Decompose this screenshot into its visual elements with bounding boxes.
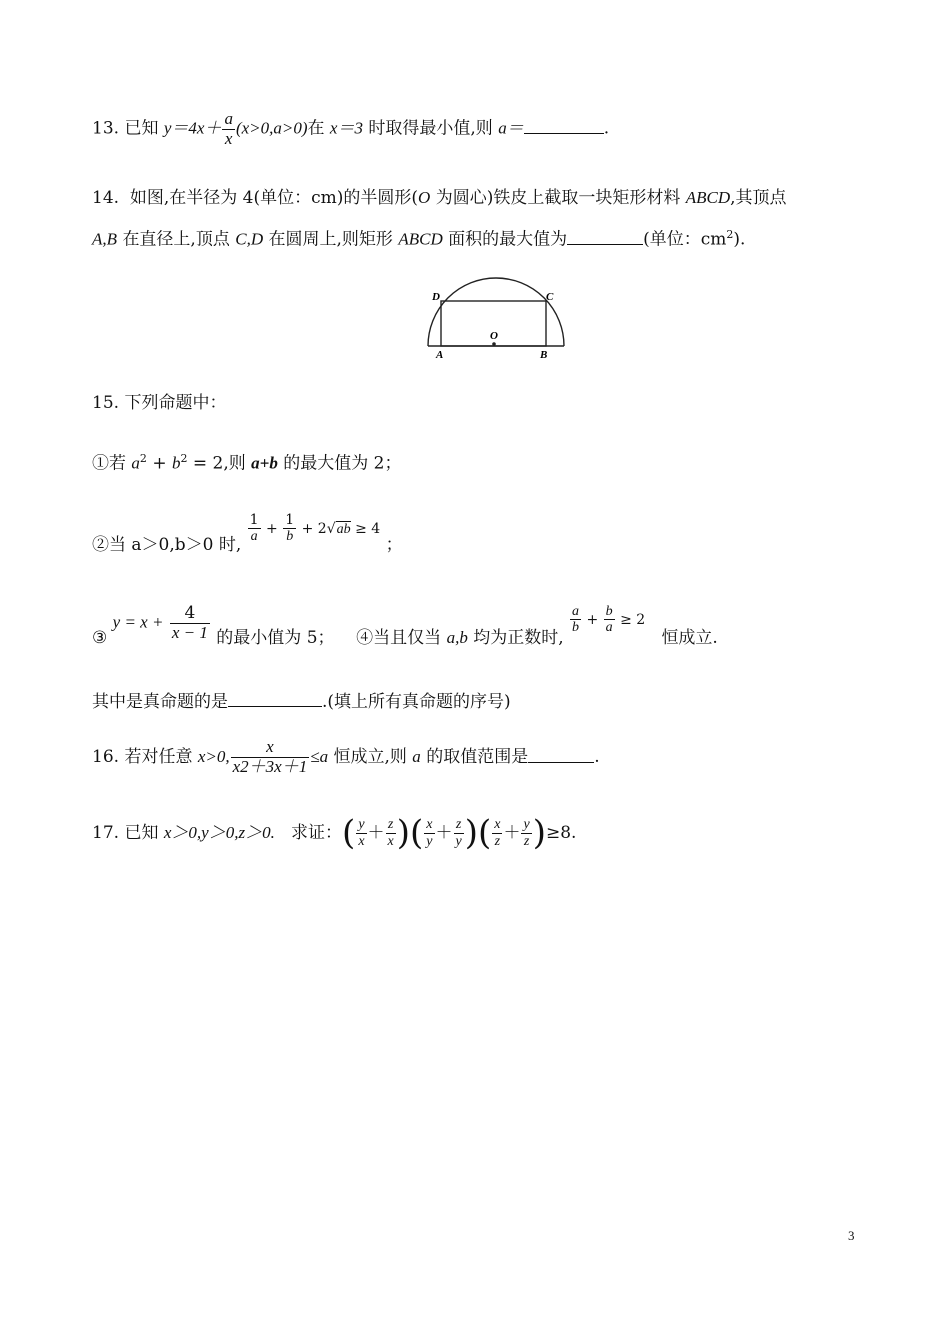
q15-proposition-3-4 [92,604,718,648]
label-B: B [540,349,548,361]
q15-summary-text: 其中是真命题的是 [92,692,228,712]
q14-text-a: 如图,在半径为 4(单位：cm)的半圆形( [129,188,419,208]
q17-paren-open-3: ( [477,813,492,853]
p4-frac-2 [604,604,615,636]
q17-f1-den: x [358,833,365,849]
q17-f2-num: z [386,817,396,833]
p1-bold-b: b [269,453,278,473]
p2-f1-den: a [250,529,258,545]
question-15-intro [92,393,226,413]
q17-text2: 求证： [291,822,343,843]
p2-f2-den: b [286,529,294,545]
q17-plus-2: ＋ [435,822,453,843]
p1-bold-plus: + [259,453,270,473]
q17-paren-close-1: ) [396,813,411,853]
question-13 [92,110,609,148]
label-C: C [546,291,554,303]
p1-mark: ①若 [92,453,126,474]
q17-frac-4 [454,817,464,849]
q17-frac-6 [521,817,531,849]
q17-paren-open-2: ( [410,813,424,853]
q14-answer-blank[interactable] [567,243,643,245]
q16-answer-blank[interactable] [528,761,594,763]
q13-a: a＝ [498,118,524,138]
q17-f5-num: x [494,817,501,833]
q17-text1: 已知 [124,822,159,843]
q16-end: . [594,746,600,767]
p1-eq: = 2 [192,453,224,474]
p2-plus: + [266,520,278,537]
p2-f1-num: 1 [249,512,259,528]
label-O: O [490,330,498,342]
p4-ge: ≥ 2 [620,611,646,628]
q13-text3: 时取得最小值,则 [368,118,493,139]
q17-f3-num: x [426,817,433,833]
p3-y: y = x + [112,612,164,632]
q17-frac-2 [386,817,396,849]
p2-sqrt: ab [336,521,351,537]
q15-summary-end: .(填上所有真命题的序号) [322,692,511,712]
p1-end: 的最大值为 2； [283,453,402,474]
p4-frac-1 [570,604,581,636]
p4-plus: + [586,611,599,628]
p1-plus: + [152,453,167,474]
q15-intro: 下列命题中： [124,393,227,413]
q15-summary [92,692,511,712]
q14-ABCD-2: ABCD [398,229,443,249]
p4-f2-num: b [605,604,613,619]
p4-expression [569,604,645,636]
p2-rest: + 2 [301,520,327,537]
q14-text-b: 为圆心)铁皮上截取一块矩形材料 [435,188,681,208]
p1-then: ,则 [223,453,246,474]
q17-frac-3 [424,817,434,849]
q17-plus-3: ＋ [503,822,521,843]
q15-number: 15. [92,393,120,413]
p2-frac-1a [248,513,261,545]
p1-sup-a: 2 [139,452,147,465]
question-14-line2 [92,228,745,250]
p2-mark: ②当 a＞0,b＞0 时, [92,535,242,555]
q17-frac-1 [356,817,366,849]
p4-f1-num: a [572,604,580,619]
q14-number: 14. [92,188,120,208]
p4-text: 均为正数时, [473,628,564,648]
q16-frac-den: x2＋3x＋1 [232,756,308,776]
q14-text-d: 在直径上,顶点 [122,229,230,250]
q17-end: ≥8. [545,822,577,843]
q14-text-g: (单位：cm [643,229,727,250]
p3-den: x − 1 [171,622,208,642]
label-A: A [436,349,444,361]
q16-number: 16. [92,746,120,767]
p2-frac-1b [283,513,296,545]
q17-f6-num: y [523,817,530,833]
q17-f1-num: y [358,817,365,833]
q14-text-e: 在圆周上,则矩形 [268,229,393,250]
q13-answer-blank[interactable] [524,132,604,134]
q16-text2: 恒成立,则 [333,746,407,767]
p2-end: ； [385,535,403,555]
question-17 [92,813,577,853]
q14-text-h: ). [733,229,746,250]
q17-frac-5 [492,817,502,849]
q17-plus-1: ＋ [367,822,385,843]
q16-fraction [231,738,310,776]
p4-mark: ④当且仅当 [356,628,442,648]
q17-number: 17. [92,822,120,843]
q17-cond: x＞0,y＞0,z＞0. [163,822,275,842]
q16-cond: x>0, [197,746,230,766]
q17-f6-den: z [523,833,530,849]
p1-sup-b: 2 [180,452,188,465]
q14-ABCD: ABCD [685,188,731,207]
q16-le: ≤a [310,746,329,766]
p4-f1-den: b [572,620,580,636]
page-number: 3 [848,1228,855,1243]
q13-fraction [222,110,235,148]
q15-proposition-1 [92,452,401,474]
p2-f2-num: 1 [285,512,295,528]
q16-text3: 的取值范围是 [426,746,529,767]
q13-text: 已知 [124,118,159,139]
q13-end: . [603,118,610,139]
p3-mark: ③ [92,628,108,648]
q14-O: O [418,188,431,207]
p4-ab: a,b [446,628,468,647]
p2-expression [247,513,381,545]
p1-a: a [131,453,140,473]
center-point [492,342,496,346]
p2-sqrt-sign: √ [326,520,336,537]
q16-a: a [412,746,421,766]
p3-text: 的最小值为 5； [216,628,335,648]
q13-number: 13. [92,118,120,139]
q17-paren-close-3: ) [532,813,546,853]
q17-paren-open-1: ( [342,813,356,853]
p3-expression [113,604,211,642]
p1-bold-a: a [251,453,260,473]
q13-frac-num: a [224,109,233,128]
q13-condition: (x>0,a>0) [235,118,308,138]
q17-f2-den: x [387,833,394,849]
question-16 [92,738,600,776]
q13-text2: 在 [307,118,325,139]
p1-b: b [171,453,181,473]
p2-ge: ≥ 4 [355,520,381,537]
question-14-line1 [92,188,787,208]
q14-text-f: 面积的最大值为 [448,229,568,250]
q16-frac-num: x [231,738,310,758]
q13-x3: x＝3 [329,118,363,138]
q14-text-c: ,其顶点 [730,188,787,208]
q17-paren-close-2: ) [464,813,478,853]
semicircle-figure [420,272,570,364]
p4-end: 恒成立. [661,628,718,648]
q14-sup: 2 [726,228,734,241]
q17-f5-den: z [494,833,501,849]
q17-f4-den: y [455,833,462,849]
q15-proposition-2 [92,513,403,555]
p4-f2-den: a [605,620,613,636]
q13-expr: ＝4x＋ [171,118,222,138]
q13-y: y [163,118,172,138]
q16-text1: 若对任意 [124,746,193,767]
q14-CD: C,D [235,229,264,249]
q17-f3-den: y [426,833,433,849]
p3-frac [170,604,210,642]
q15-answer-blank[interactable] [228,705,322,707]
q13-frac-den: x [224,128,233,148]
label-D: D [432,291,440,303]
q14-AB: A,B [92,229,118,249]
p3-num: 4 [170,604,210,624]
q17-f4-num: z [454,817,464,833]
